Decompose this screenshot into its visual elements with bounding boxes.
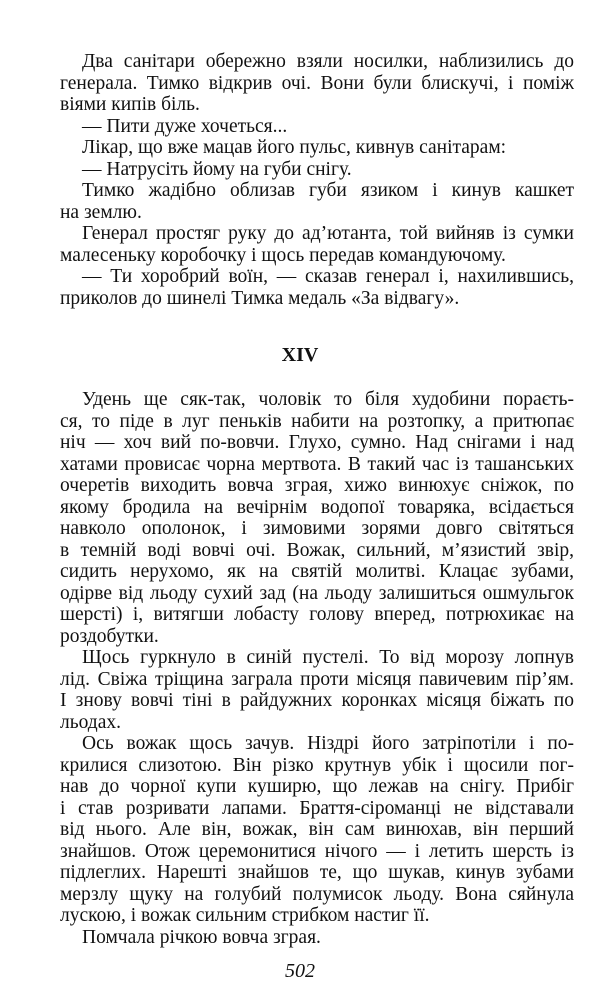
paragraph [60,647,574,733]
paragraph [60,266,574,309]
text-section-2 [60,389,574,948]
text-line: в темній воді вовчі очі. Вожак, сильний, м’язистий звір, [60,539,574,561]
text-line: Два санітари обережно взяли носилки, наблизились до [82,51,574,72]
text-line: Лікар, що вже мацав його пульс, кивнув санітарам: [82,137,507,158]
paragraph [60,137,574,159]
paragraph [60,389,574,647]
text-line: Ось вожак щось зачув. Ніздрі його затріпотіли і по- [82,733,574,754]
paragraph [60,180,574,223]
text-line: Щось гуркнуло в синій пустелі. То від морозу лопнув [82,647,574,668]
text-line: одірве від льоду сухий зад (на льоду залишиться ошмульгок [60,582,574,604]
text-line: Помчала річкою вовча зграя. [82,926,321,948]
text-line: нав до чорної купи куширю, що лежав на снігу. Прибіг [60,776,574,797]
text-section-1 [60,51,574,309]
paragraph [60,116,574,138]
text-line: льодах. [60,711,122,733]
text-line: лід. Свіжа тріщина заграла проти місяця павичевим пір’ям. [60,668,574,690]
text-line: хатами провисає чорна мертвота. В такий час із ташанських [60,453,574,475]
paragraph [60,927,574,949]
text-line: Тимко жадібно облизав губи язиком і кинув кашкет [82,180,574,201]
text-line: і став розривати лапами. Браття-сіроманці не відставали [60,797,574,819]
paragraph [60,223,574,266]
chapter-heading: XIV [281,344,319,366]
text-line: ніч — хоч вий по-вовчи. Глухо, сумно. Над снігами і над [60,432,574,453]
text-line: очеретів виходить вовча зграя, хижо винюхує сніжок, по [60,475,574,496]
text-line: знайшов. Отож церемонитися нічого — і летить шерсть із [60,840,574,862]
text-line: якому бродила на вечірнім водопої товаряка, всідається [60,496,574,518]
paragraph [60,51,574,116]
text-line: — Натрусіть йому на губи снігу. [82,158,352,180]
text-line: віями кипів біль. [60,94,200,115]
text-line: мерзлу щуку на голубий полумисок льоду. Вона сяйнула [60,883,574,905]
text-line: генерала. Тимко відкрив очі. Вони були блискучі, і поміж [60,72,574,94]
text-line: Удень ще сяк-так, чоловік то біля худобини пораєть- [82,389,574,410]
text-line: шерсті) і, витягши лобасту голову вперед, потрюхикає на [60,604,574,625]
text-line: навколо ополонок, і зимовими зорями довго світяться [60,518,574,539]
paragraph [60,733,574,927]
page-number: 502 [285,960,315,982]
text-line: — Пити дуже хочеться... [82,115,288,137]
text-line: підлеглих. Нарешті знайшов те, що шукав, кинув зубами [60,862,574,883]
text-line: роздобутки. [60,625,159,647]
text-line: малесеньку коробочку і щось передав командуючому. [60,244,506,266]
text-line: Генерал простяг руку до ад’ютанта, той вийняв із сумки [82,223,574,244]
text-line: крилися слизотою. Він різко крутнув убік і щосили пог- [60,754,574,776]
text-line: І знову вовчі тіні в райдужних коронках місяця біжать по [60,690,574,711]
text-line: ся, то піде в луг пеньків набити на розтопку, а притюпає [60,410,574,432]
text-line: сидить нерухомо, як на святій молитві. Клацає зубами, [60,561,574,582]
text-line: приколов до шинелі Тимка медаль «За відвагу». [60,287,460,309]
paragraph [60,159,574,181]
text-line: від нього. Але він, вожак, він сам винюхав, він перший [60,819,574,840]
text-line: лускою, і вожак сильним стрибком настиг її. [60,905,430,926]
text-line: — Ти хоробрий воїн, — сказав генерал і, нахилившись, [82,266,574,287]
text-line: на землю. [60,201,142,223]
